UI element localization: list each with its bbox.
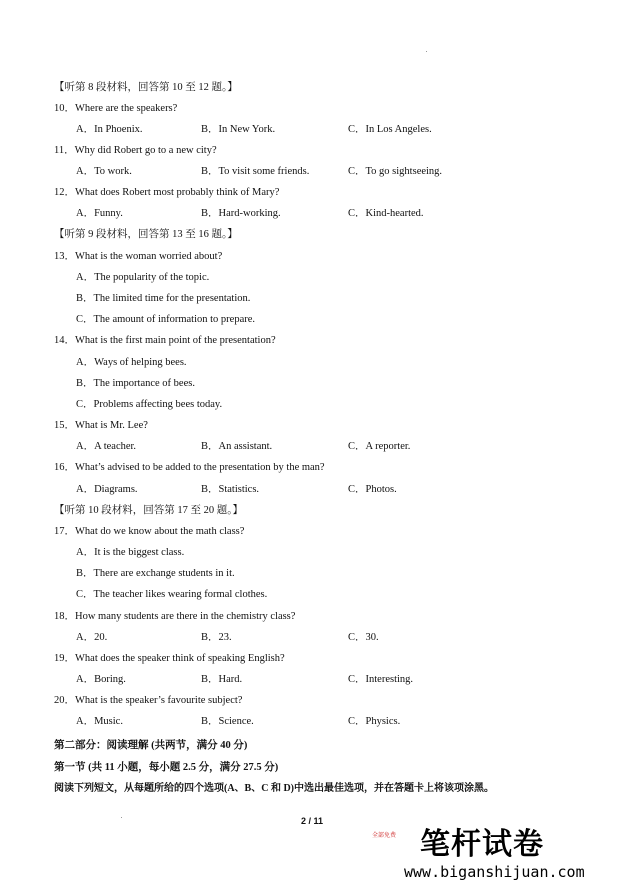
option-11-a: A．To work. — [76, 166, 132, 177]
option-20-c: C．Physics. — [348, 716, 401, 727]
question-20: 20．What is the speaker’s favourite subject? — [54, 695, 243, 706]
option-17-b: B．There are exchange students in it. — [76, 568, 235, 579]
option-10-c: C．In Los Angeles. — [348, 124, 432, 135]
option-16-c: C．Photos. — [348, 484, 397, 495]
question-15: 15．What is Mr. Lee? — [54, 420, 148, 431]
option-13-b: B．The limited time for the presentation. — [76, 293, 251, 304]
question-19: 19．What does the speaker think of speaking English? — [54, 653, 285, 664]
watermark-url: www.biganshijuan.com — [404, 863, 585, 881]
question-16: 16．What’s advised to be added to the presentation by the man? — [54, 462, 325, 473]
option-19-b: B．Hard. — [201, 674, 243, 685]
option-11-c: C．To go sightseeing. — [348, 166, 443, 177]
option-19-c: C．Interesting. — [348, 674, 414, 685]
option-10-b: B．In New York. — [201, 124, 276, 135]
question-18: 18．How many students are there in the chemistry class? — [54, 611, 296, 622]
option-17-a: A．It is the biggest class. — [76, 547, 185, 558]
option-14-c: C．Problems affecting bees today. — [76, 399, 223, 410]
option-20-b: B．Science. — [201, 716, 254, 727]
option-20-a: A．Music. — [76, 716, 123, 727]
watermark — [372, 828, 624, 889]
part2-title: 第二部分：阅读理解 (共两节，满分 40 分) — [54, 740, 248, 751]
option-18-c: C．30. — [348, 632, 379, 643]
question-10: 10．Where are the speakers? — [54, 103, 178, 114]
section-heading-8: 【听第 8 段材料，回答第 10 至 12 题。】 — [54, 82, 238, 93]
watermark-brand: 笔杆试卷 — [420, 827, 544, 862]
option-18-b: B．23. — [201, 632, 232, 643]
question-14: 14．What is the first main point of the presentation? — [54, 335, 276, 346]
option-15-c: C．A reporter. — [348, 441, 411, 452]
option-16-b: B．Statistics. — [201, 484, 260, 495]
section-heading-9: 【听第 9 段材料，回答第 13 至 16 题。】 — [54, 229, 238, 240]
option-16-a: A．Diagrams. — [76, 484, 138, 495]
option-17-c: C．The teacher likes wearing formal clothes. — [76, 589, 268, 600]
question-13: 13．What is the woman worried about? — [54, 251, 223, 262]
scan-dot — [426, 51, 427, 52]
part2-instruction: 阅读下列短文，从每题所给的四个选项(A、B、C 和 D)中选出最佳选项，并在答题卡上将该项涂黑。 — [54, 783, 494, 794]
option-14-b: B．The importance of bees. — [76, 378, 195, 389]
page-number: 2 / 11 — [300, 816, 324, 826]
option-12-c: C．Kind-hearted. — [348, 208, 424, 219]
option-12-b: B．Hard-working. — [201, 208, 281, 219]
option-15-a: A．A teacher. — [76, 441, 137, 452]
section-heading-10: 【听第 10 段材料，回答第 17 至 20 题。】 — [54, 505, 243, 516]
watermark-tag: 全部免费 — [372, 832, 397, 839]
part2-subsection: 第一节 (共 11 小题，每小题 2.5 分，满分 27.5 分) — [54, 762, 279, 773]
option-11-b: B．To visit some friends. — [201, 166, 310, 177]
option-10-a: A．In Phoenix. — [76, 124, 143, 135]
option-14-a: A．Ways of helping bees. — [76, 357, 187, 368]
option-18-a: A．20. — [76, 632, 108, 643]
question-17: 17．What do we know about the math class? — [54, 526, 245, 537]
question-11: 11．Why did Robert go to a new city? — [54, 145, 217, 156]
question-12: 12．What does Robert most probably think of Mary? — [54, 187, 280, 198]
option-15-b: B．An assistant. — [201, 441, 273, 452]
option-19-a: A．Boring. — [76, 674, 126, 685]
option-13-c: C．The amount of information to prepare. — [76, 314, 256, 325]
option-12-a: A．Funny. — [76, 208, 123, 219]
option-13-a: A．The popularity of the topic. — [76, 272, 210, 283]
